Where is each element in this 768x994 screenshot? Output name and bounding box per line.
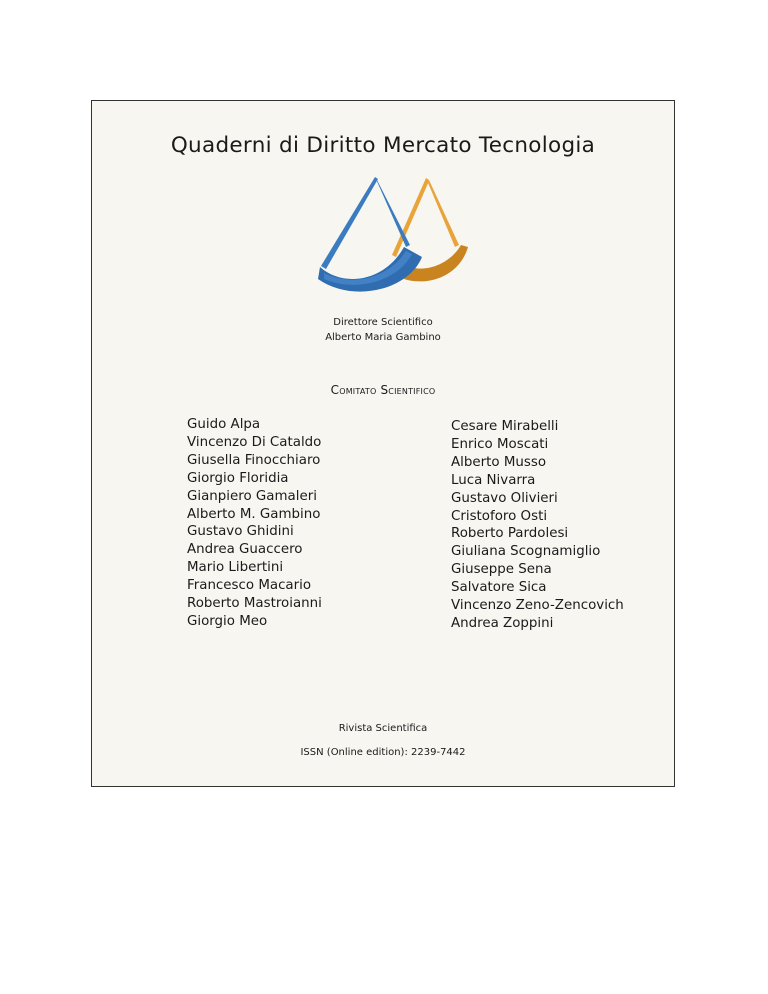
committee-right-column — [451, 418, 624, 633]
logo-orange-arm-left — [392, 178, 429, 257]
publication-type: Rivista Scientifica — [338, 723, 428, 734]
committee-member: Gustavo Ghidini — [187, 524, 294, 540]
committee-member: Guido Alpa — [187, 417, 261, 432]
committee-member: Alberto Musso — [451, 454, 547, 470]
committee-member: Roberto Pardolesi — [451, 526, 569, 542]
logo-blue-arm-left — [321, 177, 378, 269]
committee-member: Giorgio Floridia — [187, 470, 289, 486]
committee-member: Gustavo Olivieri — [451, 490, 558, 506]
director-label: Direttore Scientifico — [333, 317, 433, 328]
scales-of-justice-logo-icon — [312, 175, 472, 301]
committee-member: Mario Libertini — [187, 560, 284, 576]
committee-member: Cristoforo Osti — [451, 508, 548, 524]
logo-orange-arm-right — [426, 178, 459, 247]
committee-member: Andrea Guaccero — [187, 542, 303, 558]
committee-member: Salvatore Sica — [451, 580, 547, 596]
committee-member: Roberto Mastroianni — [187, 596, 322, 612]
committee-member: Giuliana Scognamiglio — [451, 544, 601, 560]
committee-member: Giorgio Meo — [187, 613, 268, 629]
committee-member: Luca Nivarra — [451, 472, 536, 488]
director-block — [92, 315, 674, 345]
journal-title: Quaderni di Diritto Mercato Tecnologia — [170, 133, 596, 158]
committee-member: Francesco Macario — [187, 578, 312, 594]
issn-line: ISSN (Online edition): 2239-7442 — [300, 747, 466, 758]
committee-member: Enrico Moscati — [451, 436, 549, 452]
committee-member: Andrea Zoppini — [451, 615, 554, 631]
committee-heading: Comitato Scientifico — [330, 383, 436, 397]
logo-blue-arm-right — [375, 177, 410, 247]
committee-member: Vincenzo Zeno-Zencovich — [451, 598, 624, 614]
committee-left-column — [187, 416, 322, 631]
committee-member: Cesare Mirabelli — [451, 419, 559, 434]
journal-cover — [91, 100, 675, 787]
committee-member: Alberto M. Gambino — [187, 506, 321, 522]
director-name: Alberto Maria Gambino — [325, 332, 441, 343]
committee-member: Giuseppe Sena — [451, 562, 552, 578]
committee-member: Giusella Finocchiaro — [187, 452, 321, 468]
committee-member: Gianpiero Gamaleri — [187, 488, 317, 504]
committee-member: Vincenzo Di Cataldo — [187, 434, 322, 450]
